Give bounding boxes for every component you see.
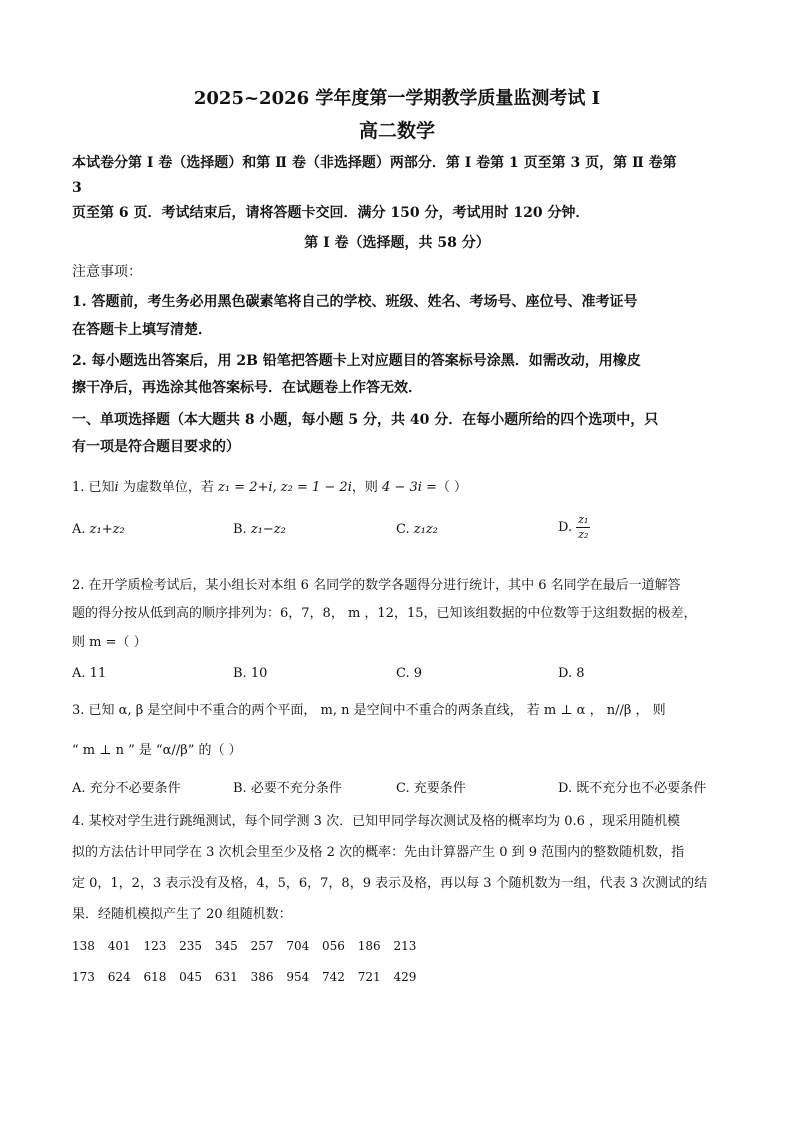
- q1-option-a-label: A.: [72, 522, 86, 537]
- q2-option-d-text: 8: [576, 666, 585, 681]
- part1-heading: 第 Ⅰ 卷（选择题，共 58 分）: [304, 235, 490, 251]
- q1-given: z₁ = 2+i, z₂ = 1 − 2i: [217, 480, 352, 495]
- q1-mid-2: ，则: [351, 480, 383, 495]
- question-2-line-1: 2. 在开学质检考试后，某小组长对本组 6 名同学的数学各题得分进行统计，其中 6 名同学在最后一道解答: [72, 578, 681, 593]
- q1-option-c-label: C.: [396, 522, 410, 537]
- q1-option-b: [233, 520, 286, 540]
- q2-option-b-label: B.: [233, 666, 247, 681]
- question-2-line-3: 则 m =（ ）: [72, 635, 147, 650]
- q1-option-c-text: z₁z₂: [413, 522, 438, 537]
- q1-option-c: [396, 520, 438, 540]
- q3-option-c-text: 充要条件: [413, 781, 466, 796]
- q1-option-b-text: z₁−z₂: [250, 522, 286, 537]
- q1-option-b-label: B.: [233, 522, 247, 537]
- notes-heading: 注意事项：: [72, 264, 142, 280]
- q3-option-c: [396, 779, 466, 799]
- intro-line-1: 本试卷分第 Ⅰ 卷（选择题）和第 Ⅱ 卷（非选择题）两部分．第 Ⅰ 卷第 1 页至第 3 页，第 Ⅱ 卷第: [72, 155, 677, 171]
- q2-option-c-label: C.: [396, 666, 410, 681]
- exam-subtitle: 高二数学: [358, 120, 435, 142]
- question-4-line-4: 果．经随机模拟产生了 20 组随机数：: [72, 907, 292, 922]
- q2-option-c-text: 9: [413, 666, 423, 681]
- q1-option-d-numerator: z₁: [578, 513, 589, 526]
- q1-option-d-fraction: [576, 513, 590, 542]
- q2-option-c: [396, 664, 422, 684]
- q3-option-c-label: C.: [396, 781, 410, 796]
- question-1-stem: [72, 478, 722, 498]
- q1-option-d: [558, 513, 590, 542]
- intro-line-3: 页至第 6 页．考试结束后，请将答题卡交回．满分 150 分，考试用时 120 分钟．: [72, 205, 590, 221]
- intro-line-2: 3: [72, 180, 82, 196]
- q3-option-a-text: 充分不必要条件: [89, 781, 181, 796]
- note-1-line-2: 在答题卡上填写清楚．: [72, 322, 212, 338]
- q2-option-a: [72, 664, 106, 684]
- q3-option-d-text: 既不充分也不必要条件: [576, 781, 707, 796]
- q3-option-b-text: 必要不充分条件: [250, 781, 342, 796]
- question-3-line-2: “ m ⊥ n ” 是 “α//β” 的（ ）: [72, 743, 242, 758]
- exam-title: 2025~2026 学年度第一学期教学质量监测考试 Ⅰ: [193, 88, 601, 109]
- question-3-line-1: 3. 已知 α, β 是空间中不重合的两个平面， m, n 是空间中不重合的两条直线， 若 m ⊥ α ， n//β ， 则: [72, 703, 666, 718]
- note-2-line-2: 擦干净后，再选涂其他答案标号．在试题卷上作答无效．: [72, 380, 422, 396]
- note-2-line-1: 2. 每小题选出答案后，用 2B 铅笔把答题卡上对应题目的答案标号涂黑．如需改动，用橡皮: [72, 353, 641, 369]
- question-4-line-1: 4. 某校对学生进行跳绳测试，每个同学测 3 次．已知甲同学每次测试及格的概率均为 0.6 ，现采用随机模: [72, 814, 681, 829]
- q1-mid-1: 为虚数单位，若: [118, 480, 218, 495]
- q2-option-a-label: A.: [72, 666, 86, 681]
- q1-pre: 1. 已知: [72, 480, 115, 495]
- question-2-line-2: 题的得分按从低到高的顺序排列为：6，7，8， m ，12，15，已知该组数据的中位数等于这组数据的极差，: [72, 606, 697, 621]
- question-4-line-3: 定 0，1，2，3 表示没有及格，4，5，6，7，8，9 表示及格，再以每 3 个随机数为一组，代表 3 次测试的结: [72, 876, 708, 891]
- note-1-line-1: 1. 答题前，考生务必用黑色碳素笔将自己的学校、班级、姓名、考场号、座位号、准考证号: [72, 294, 638, 310]
- q1-option-a-text: z₁+z₂: [89, 522, 125, 537]
- q2-option-b: [233, 664, 267, 684]
- q3-option-b-label: B.: [233, 781, 247, 796]
- q1-option-a: [72, 520, 125, 540]
- q1-post: =（ ）: [421, 480, 468, 495]
- q3-option-b: [233, 779, 342, 799]
- q3-option-a: [72, 779, 181, 799]
- q3-option-d: [558, 779, 706, 799]
- q2-option-d: [558, 664, 585, 684]
- q1-option-d-denominator: z₂: [578, 528, 589, 541]
- q2-option-d-label: D.: [558, 666, 573, 681]
- q2-option-b-text: 10: [250, 666, 268, 681]
- q3-option-d-label: D.: [558, 781, 573, 796]
- section-1-line-2: 有一项是符合题目要求的）: [72, 439, 240, 455]
- random-numbers-row-2: 173 624 618 045 631 386 954 742 721 429: [72, 970, 417, 984]
- q1-i: i: [114, 480, 119, 495]
- q2-option-a-text: 11: [89, 666, 107, 681]
- random-numbers-row-1: 138 401 123 235 345 257 704 056 186 213: [72, 939, 417, 953]
- section-1-line-1: 一、单项选择题（本大题共 8 小题，每小题 5 分，共 40 分．在每小题所给的四个选项中，只: [72, 412, 659, 428]
- q1-expr: 4 − 3i: [382, 480, 422, 495]
- q3-option-a-label: A.: [72, 781, 86, 796]
- question-4-line-2: 拟的方法估计甲同学在 3 次机会里至少及格 2 次的概率：先由计算器产生 0 到 9 范围内的整数随机数，指: [72, 845, 685, 860]
- q1-option-d-label: D.: [558, 520, 573, 535]
